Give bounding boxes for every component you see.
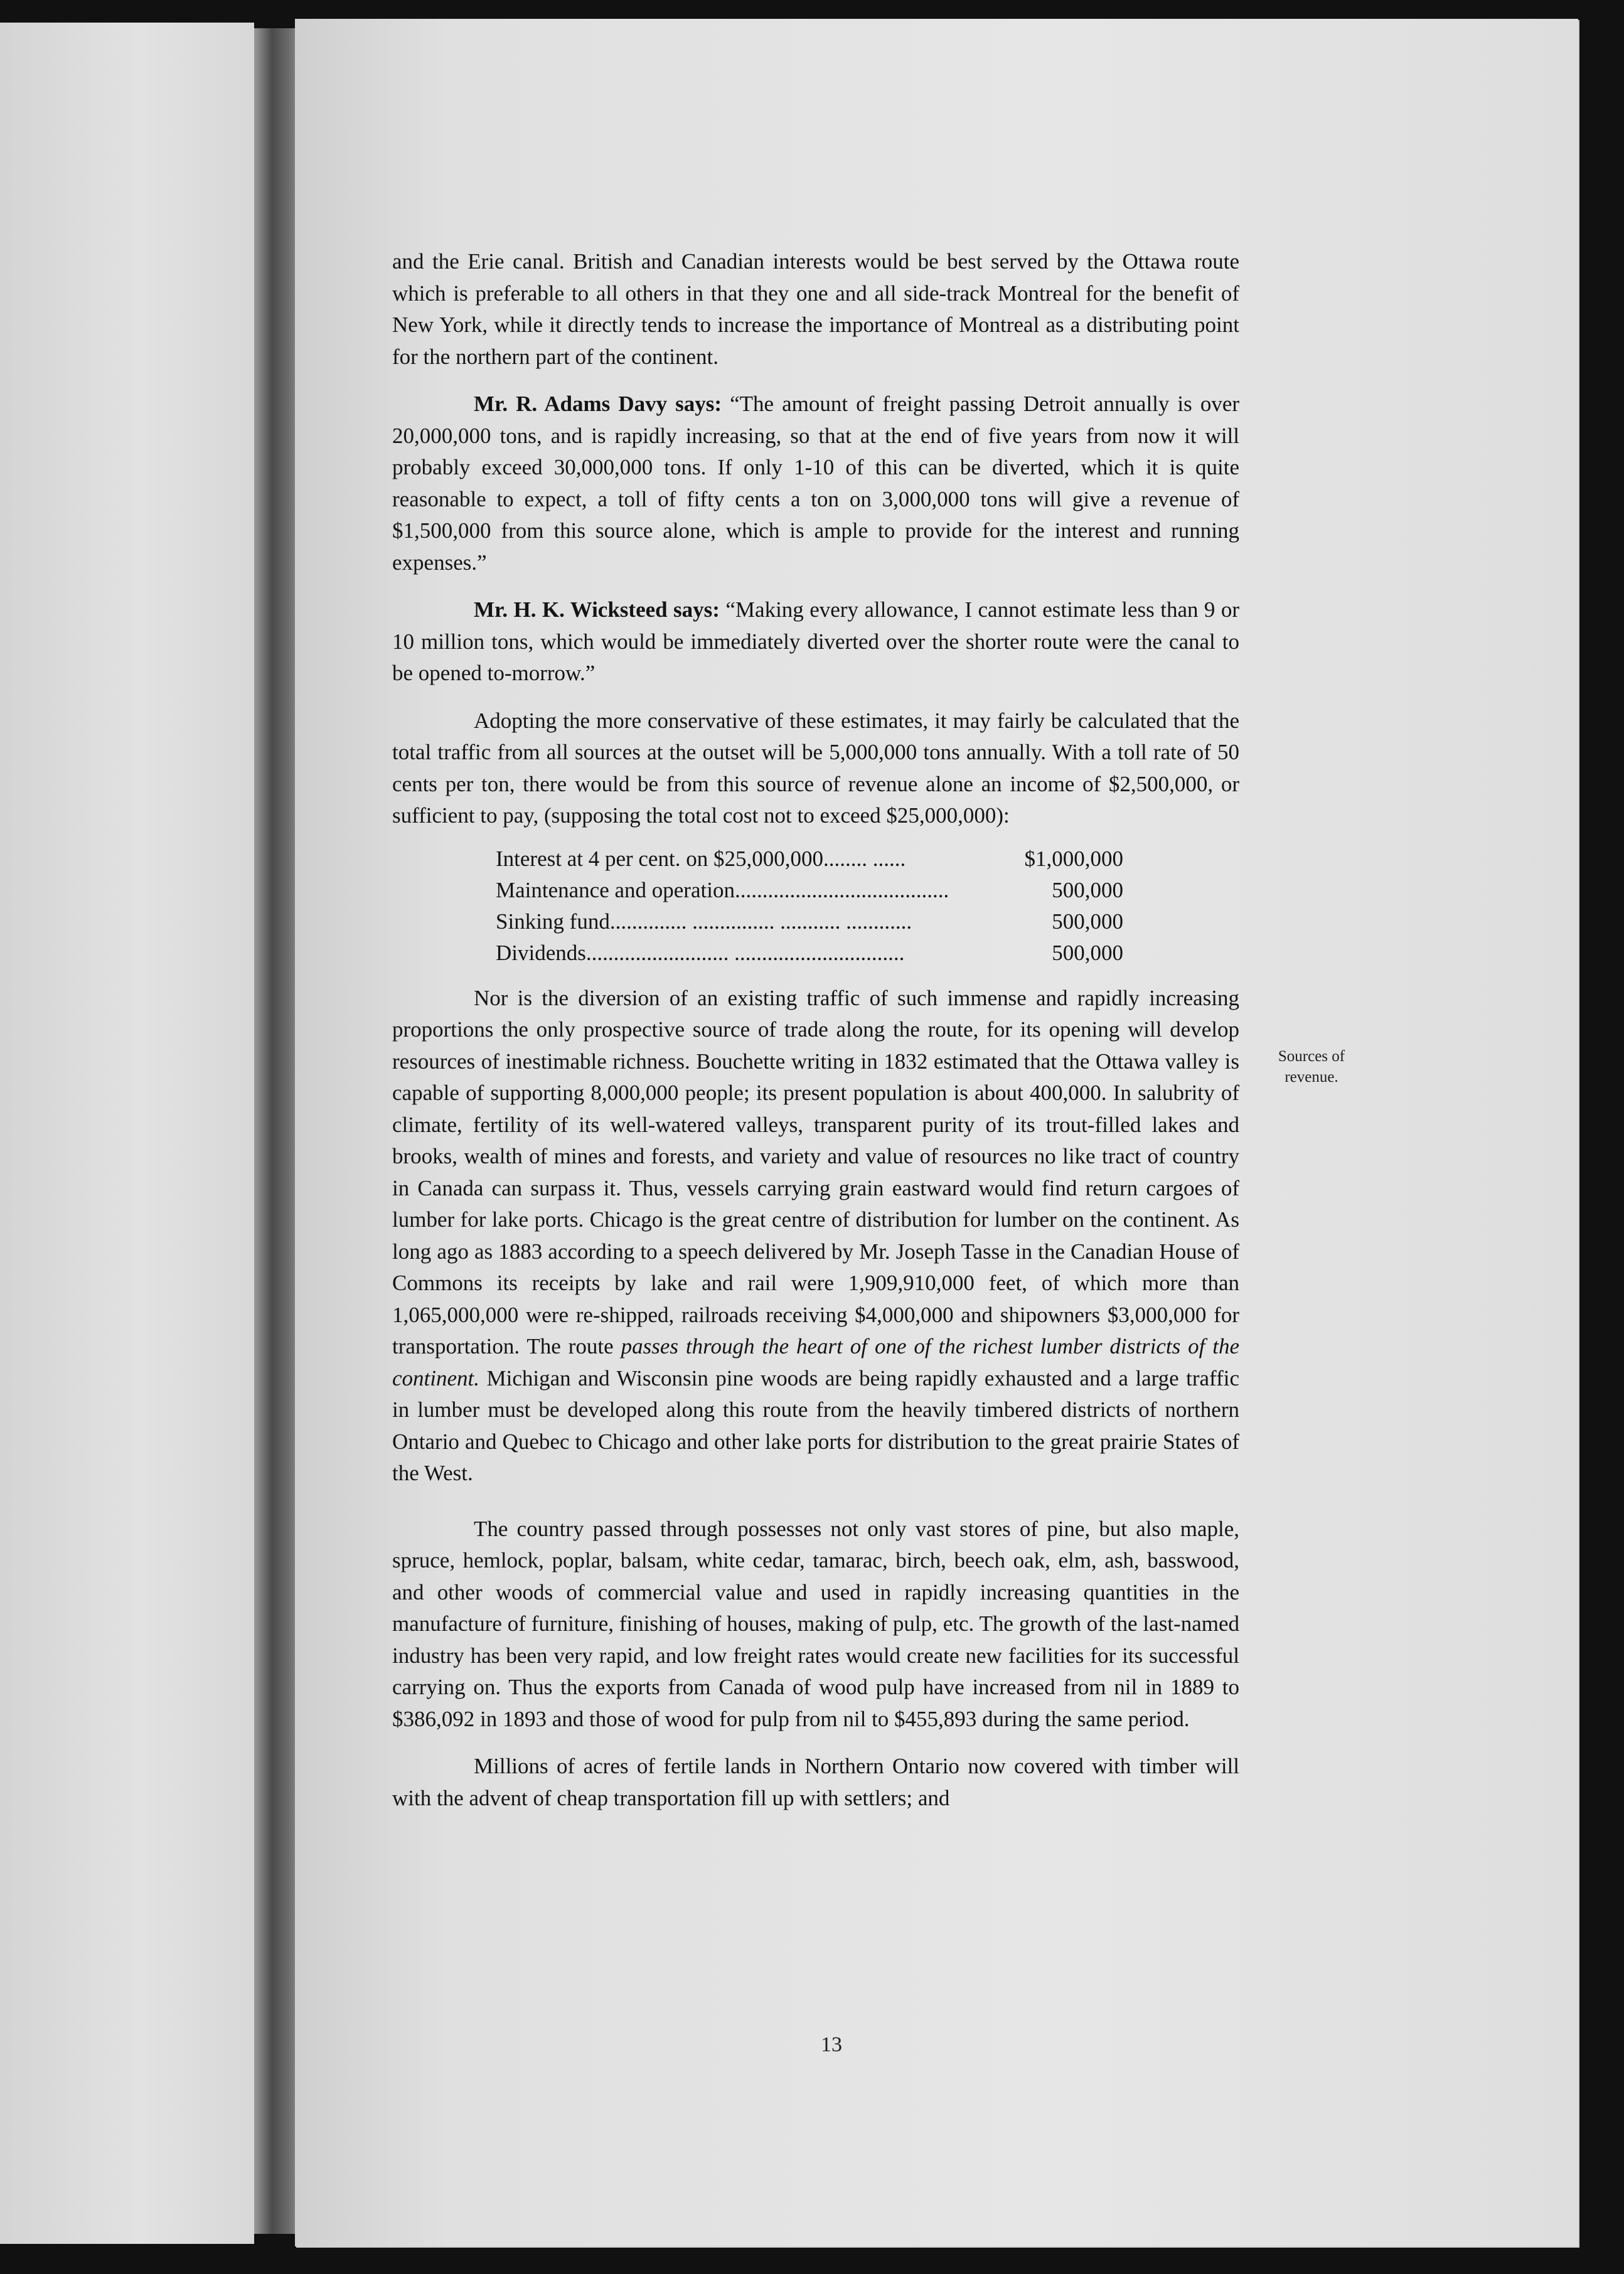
paragraph-conservative-estimate: Adopting the more conservative of these estimates, it may fairly be calculated that the total traffic from all sources at the outset will be 5,000,000 tons annually. With a toll rate of 50 cents per ton, there would be from this source of revenue alone an income of $2,500,000, or sufficient to pay, (supposing the total cost not to exceed $25,000,000): [392, 708, 1239, 828]
paragraph-ottawa-resources [392, 983, 1239, 1490]
paragraph-davy-quote [392, 388, 1239, 579]
row-value: 500,000 [1052, 877, 1123, 902]
table-row [496, 906, 1123, 937]
paragraph-timber-species: The country passed through possesses not only vast stores of pine, but also maple, spruce, hemlock, poplar, balsam, white cedar, tamarac, birch, beech oak, elm, ash, basswood, and other woods of commercial value and used in rapidly increasing quantities in the manufacture of furniture, finishing of houses, making of pulp, etc. The growth of the last-named industry has been very rapid, and low freight rates would create new facilities for its successful carrying on. Thus the exports from Canada of wood pulp have increased from nil in 1889 to $386,092 in 1893 and those of wood for pulp from nil to $455,893 during the same period. [392, 1516, 1239, 1731]
quote-davy: “The amount of freight passing Detroit annually is over 20,000,000 tons, and is rapidly increasing, so that at the end of five years from now it will probably exceed 30,000,000 tons. If only 1-10 of this can be diverted, which it is quite reasonable to expect, a toll of fifty cents a ton on 3,000,000 tons will give a revenue of $1,500,000 from this source alone, which is ample to provide for the interest and running expenses.” [392, 392, 1240, 575]
row-label: Interest at 4 per cent. on $25,000,000........ ...... [496, 846, 906, 871]
table-row [496, 875, 1123, 906]
table-row [496, 843, 1123, 875]
row-label: Sinking fund.............. ............... ........... ............ [496, 909, 912, 934]
resources-text-end: Michigan and Wisconsin pine woods are being rapidly exhausted and a large traffic in lumber must be developed along this route from the heavily timbered districts of northern Ontario and Quebec to Chicago and other lake ports for distribution to the great prairie States of the West. [392, 1365, 1239, 1485]
paragraph-erie-canal: and the Erie canal. British and Canadian interests would be best served by the Ottawa route which is preferable to all others in that they one and all side-track Montreal for the benefit of New York, while it directly tends to increase the importance of Montreal as a distributing point for the northern part of the continent. [392, 249, 1239, 369]
row-label: Maintenance and operation....................................... [496, 877, 949, 902]
speaker-wicksteed: Mr. H. K. Wicksteed says: [474, 597, 720, 622]
page-body [392, 246, 1239, 1814]
row-value: $1,000,000 [1024, 846, 1123, 871]
quote-wicksteed: “Making every allowance, I cannot estimate less than 9 or 10 million tons, which would be immediately diverted over the shorter route were the canal to be opened to-morrow.” [392, 597, 1239, 685]
resources-text-italic: passes through the heart of one of the richest lumber districts of the continent. [392, 1334, 1240, 1391]
page-number: 13 [821, 2033, 842, 2056]
row-label: Dividends.......................... ............................... [496, 940, 905, 965]
paragraph-northern-ontario: Millions of acres of fertile lands in Northern Ontario now covered with timber will with the advent of cheap transportation fill up with settlers; and [392, 1754, 1239, 1810]
revenue-table [392, 843, 1123, 969]
row-value: 500,000 [1052, 940, 1123, 965]
row-value: 500,000 [1052, 909, 1123, 934]
resources-text-start: Nor is the diversion of an existing traffic of such immense and rapidly increasing proportions the only prospective source of trade along the route, for its opening will develop resources of inestimable richness. Bouchette writing in 1832 estimated that the Ottawa valley is capable of supporting 8,000,000 people; its present population is about 400,000. In salubrity of climate, fertility of its well-watered valleys, transparent purity of its trout-filled lakes and brooks, wealth of mines and forests, and variety and value of resources no like tract of country in Canada can surpass it. Thus, vessels carrying grain eastward would find return cargoes of lumber for lake ports. Chicago is the great centre of distribution for lumber on the continent. As long ago as 1883 according to a speech delivered by Mr. Joseph Tasse in the Canadian House of Commons its receipts by lake and rail were 1,909,910,000 feet, of which more than 1,065,000,000 were re-shipped, railroads receiving $4,000,000 and shipowners $3,000,000 for transportation. The route [392, 985, 1239, 1359]
left-page [0, 23, 254, 2244]
paragraph-wicksteed-quote [392, 594, 1239, 690]
speaker-davy: Mr. R. Adams Davy says: [474, 392, 722, 416]
margin-note: Sources of revenue. [1278, 1048, 1345, 1086]
table-row [496, 937, 1123, 969]
